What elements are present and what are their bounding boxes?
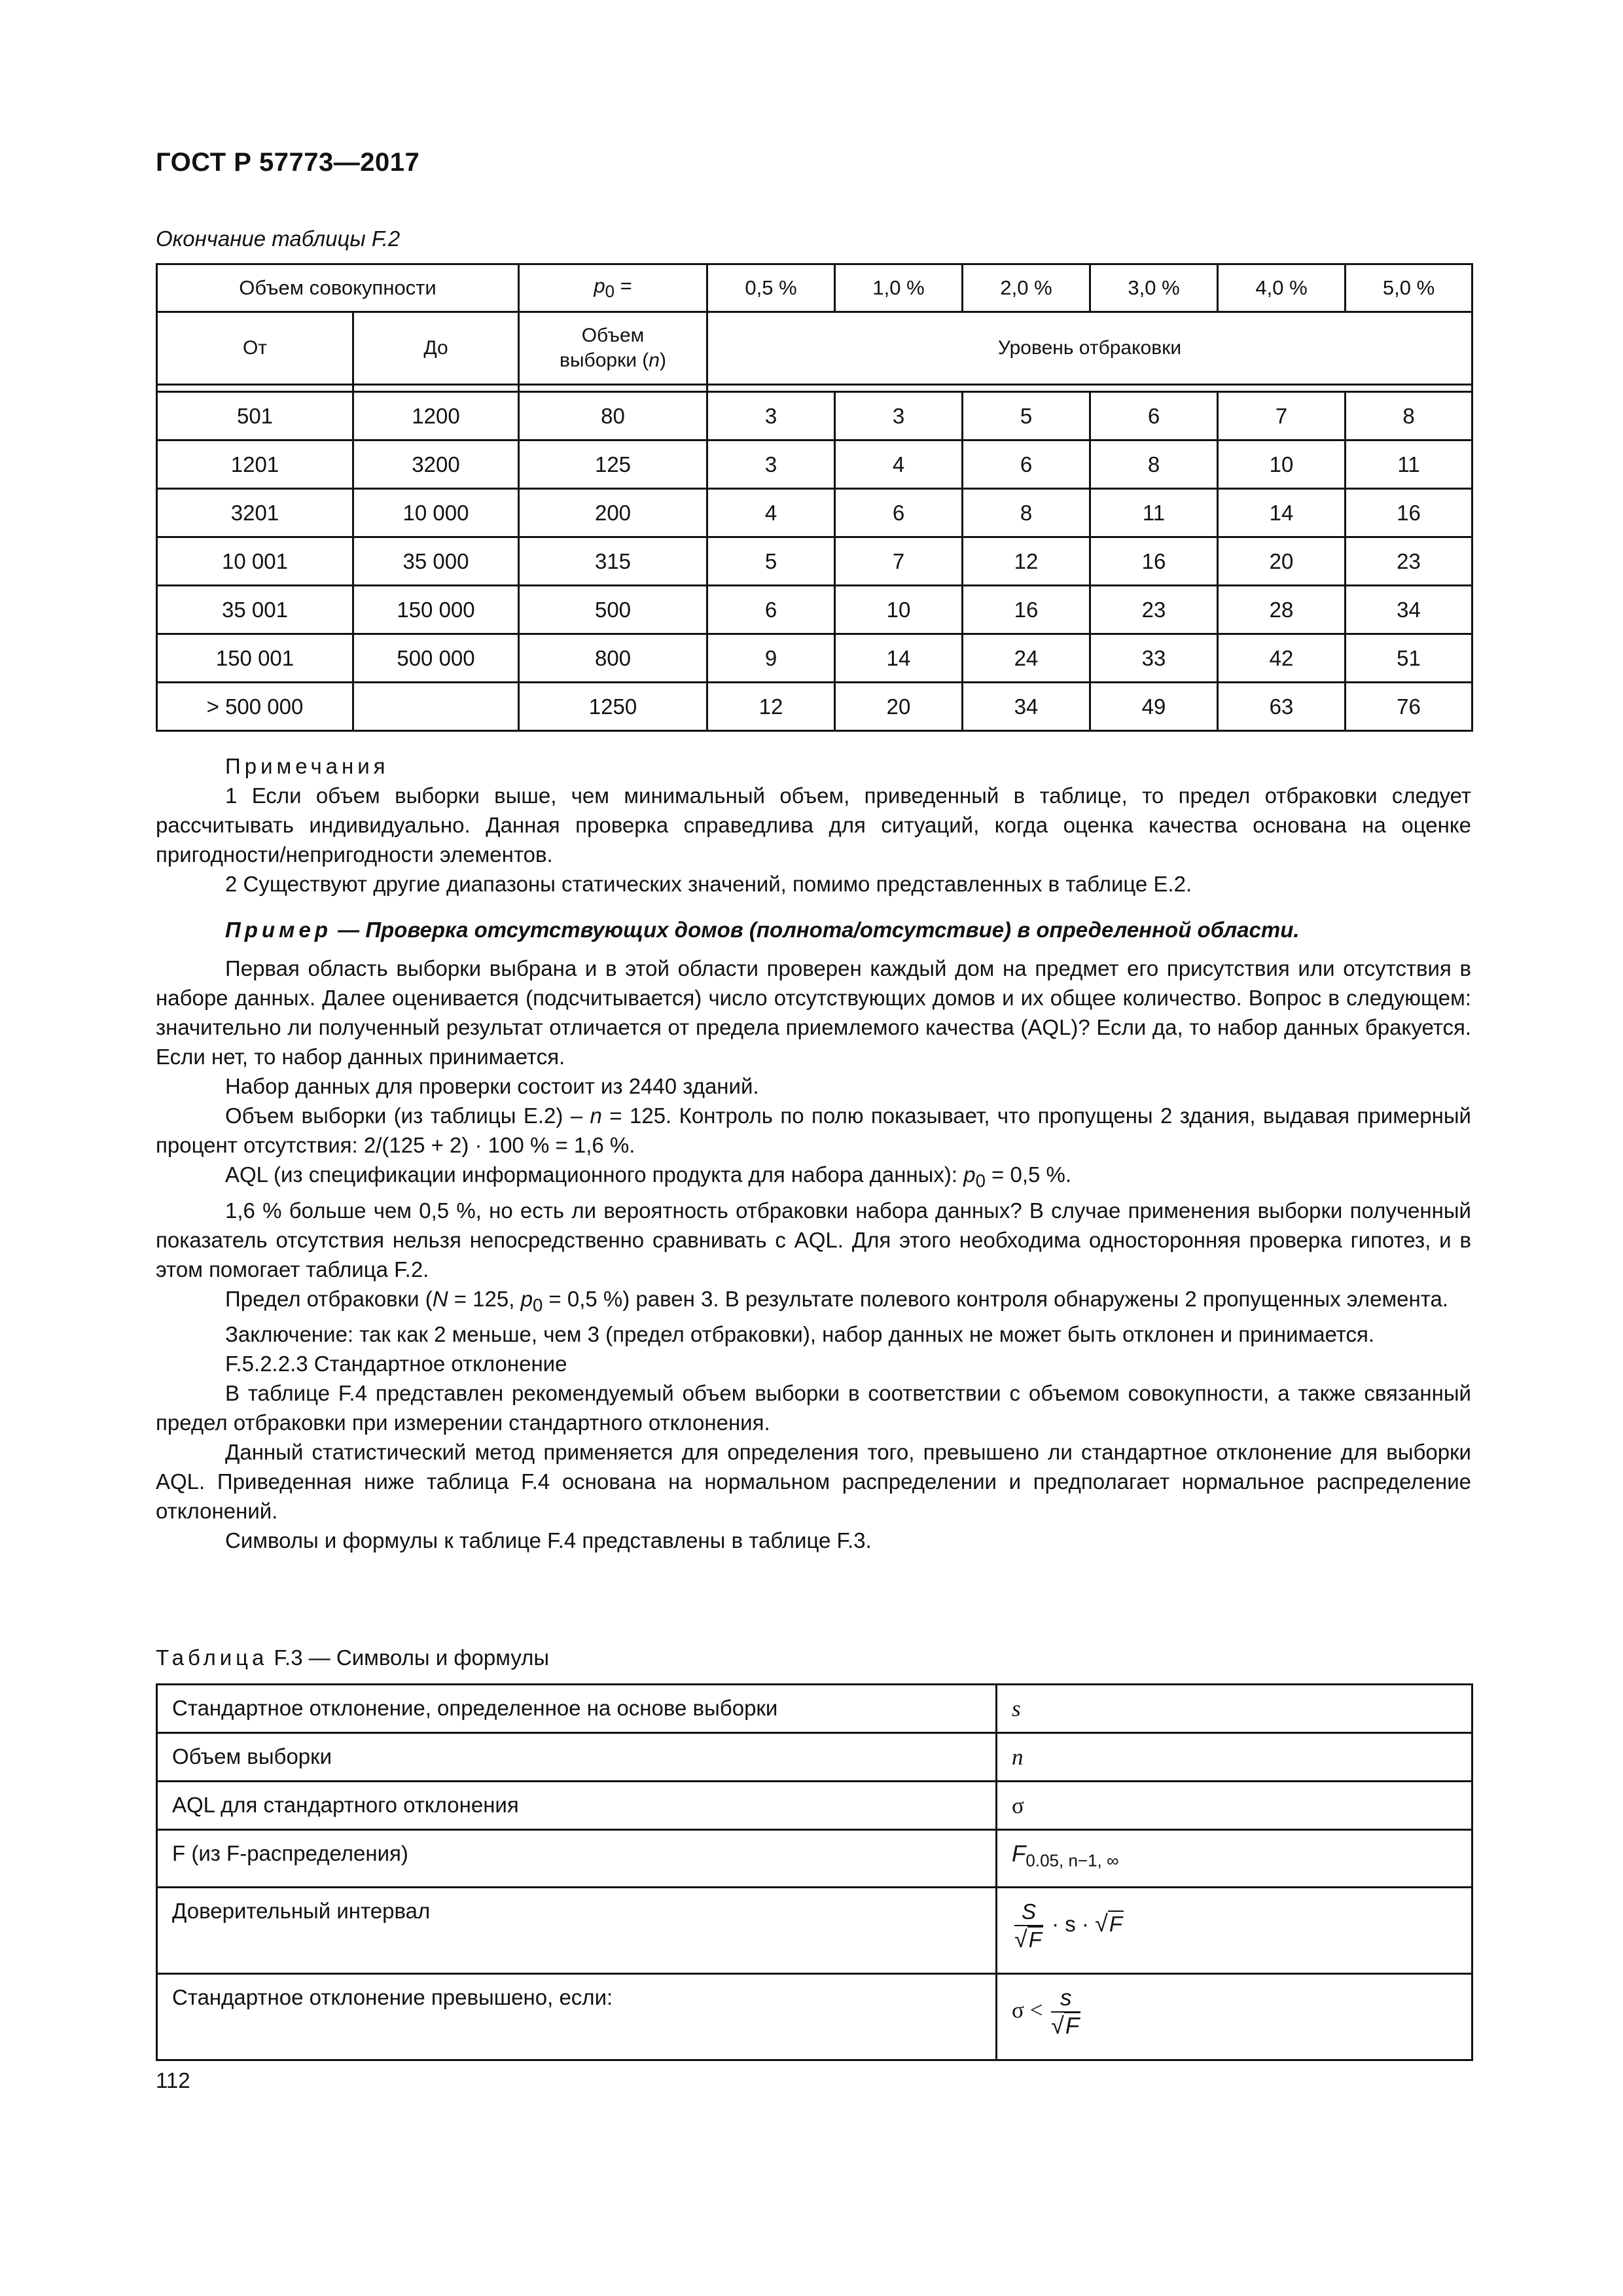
page-number: 112 xyxy=(156,2068,190,2092)
table-cell: 10 001 xyxy=(157,537,353,586)
example-paragraph: Первая область выборки выбрана и в этой области проверен каждый дом на предмет его присутствия или отсутствия в наборе данных. Далее оценивается (подсчитывается) число отсутствующих домов и их общее количество. Вопрос в следующем: значительно ли полученный результат отличается от предела приемлемого качества (AQL)? Если да, то набор данных бракуется. Если нет, то набор данных принимается. xyxy=(156,956,1471,1069)
table-cell: 14 xyxy=(835,634,963,683)
table-cell: 7 xyxy=(1218,392,1346,440)
table-cell: 200 xyxy=(519,489,707,537)
section-paragraph: В таблице F.4 представлен рекомендуемый объем выборки в соответствии с объемом совокупности, а также связанный предел отбраковки при измерении стандартного отклонения. xyxy=(156,1381,1471,1435)
table-cell: 20 xyxy=(835,683,963,731)
example-title: Пример — Проверка отсутствующих домов (полнота/отсутствие) в определенной области. xyxy=(225,918,1300,942)
table-cell: 3 xyxy=(835,392,963,440)
table-cell: 80 xyxy=(519,392,707,440)
percent-header: 5,0 % xyxy=(1346,264,1472,312)
table-cell: 42 xyxy=(1218,634,1346,683)
example-paragraph: 1,6 % больше чем 0,5 %, но есть ли вероятность отбраковки набора данных? В случае применения выборки полученный показатель отсутствия нельзя непосредственно сравнивать с AQL. Для этого необходима односторонняя проверка гипотез, и в этом помогает таблица F.2. xyxy=(156,1198,1471,1282)
example-block xyxy=(156,915,1471,1555)
population-header: Объем совокупности xyxy=(157,264,519,312)
f3-label: F (из F-распределения) xyxy=(157,1830,997,1888)
table-cell: 33 xyxy=(1090,634,1218,683)
exceeded-formula: σ < $\frac{s}{√F}$ xyxy=(997,1974,1472,2060)
f3-label: Доверительный интервал xyxy=(157,1888,997,1974)
table-cell: 10 xyxy=(1218,440,1346,489)
table-cell: 315 xyxy=(519,537,707,586)
percent-header: 1,0 % xyxy=(835,264,963,312)
table-cell: 6 xyxy=(1090,392,1218,440)
table-cell: 23 xyxy=(1090,586,1218,634)
table-row xyxy=(157,586,1472,634)
table-row xyxy=(157,392,1472,440)
table-cell: 8 xyxy=(1090,440,1218,489)
table-f3 xyxy=(156,1683,1473,2061)
table-cell: 11 xyxy=(1090,489,1218,537)
percent-header: 0,5 % xyxy=(707,264,835,312)
f3-label: AQL для стандартного отклонения xyxy=(157,1782,997,1830)
notes-heading: Примечания xyxy=(225,754,389,778)
example-paragraph: Объем выборки (из таблицы Е.2) – n = 125. Контроль по полю показывает, что пропущены 2 здания, выдавая примерный процент отсутствия: 2/(125 + 2) · 100 % = 1,6 %. xyxy=(156,1103,1471,1157)
document-header: ГОСТ Р 57773—2017 xyxy=(156,148,420,177)
f3-symbol: $F_{0.05, n-1, \infty}$ xyxy=(997,1830,1472,1888)
table-cell: 1250 xyxy=(519,683,707,731)
table-cell: 76 xyxy=(1346,683,1472,731)
table-f2-caption: Окончание таблицы F.2 xyxy=(156,226,401,251)
table-cell xyxy=(353,683,519,731)
percent-header: 3,0 % xyxy=(1090,264,1218,312)
table-cell: 14 xyxy=(1218,489,1346,537)
f3-label: Стандартное отклонение, определенное на основе выборки xyxy=(157,1685,997,1733)
table-cell: 500 000 xyxy=(353,634,519,683)
table-cell: 6 xyxy=(835,489,963,537)
table-cell: 9 xyxy=(707,634,835,683)
table-cell: 1201 xyxy=(157,440,353,489)
to-header: До xyxy=(353,312,519,385)
table-cell: 150 000 xyxy=(353,586,519,634)
rejection-level-header: Уровень отбраковки xyxy=(707,312,1472,385)
table-cell: 63 xyxy=(1218,683,1346,731)
table-row xyxy=(157,683,1472,731)
section-paragraph: Данный статистический метод применяется для определения того, превышено ли стандартное отклонение для выборки AQL. Приведенная ниже таблица F.4 основана на нормальном распределении и предполагает нормальное распределение отклонений. xyxy=(156,1440,1471,1524)
f3-symbol: s xyxy=(997,1685,1472,1733)
table-cell: 5 xyxy=(707,537,835,586)
table-cell: 35 001 xyxy=(157,586,353,634)
table-cell: 24 xyxy=(963,634,1090,683)
table-cell: 4 xyxy=(707,489,835,537)
table-cell: 150 001 xyxy=(157,634,353,683)
table-cell: 12 xyxy=(707,683,835,731)
table-cell: 501 xyxy=(157,392,353,440)
table-cell: 5 xyxy=(963,392,1090,440)
notes-block xyxy=(156,751,1471,899)
table-cell: > 500 000 xyxy=(157,683,353,731)
from-header: От xyxy=(157,312,353,385)
note-1: 1 Если объем выборки выше, чем минимальный объем, приведенный в таблице, то предел отбраковки следует рассчитывать индивидуально. Данная проверка справедлива для ситуаций, когда оценка качества основана на оценке пригодности/непригодности элементов. xyxy=(156,783,1471,867)
table-cell: 3200 xyxy=(353,440,519,489)
table-row xyxy=(157,489,1472,537)
table-cell: 34 xyxy=(963,683,1090,731)
table-cell: 4 xyxy=(835,440,963,489)
section-paragraph: Символы и формулы к таблице F.4 представлены в таблице F.3. xyxy=(225,1528,872,1553)
table-cell: 11 xyxy=(1346,440,1472,489)
example-paragraph: Заключение: так как 2 меньше, чем 3 (предел отбраковки), набор данных не может быть отклонен и принимается. xyxy=(225,1322,1375,1347)
table-cell: 16 xyxy=(1090,537,1218,586)
table-cell: 6 xyxy=(963,440,1090,489)
table-cell: 8 xyxy=(963,489,1090,537)
table-cell: 35 000 xyxy=(353,537,519,586)
table-cell: 16 xyxy=(1346,489,1472,537)
f3-label: Стандартное отклонение превышено, если: xyxy=(157,1974,997,2060)
percent-header: 2,0 % xyxy=(963,264,1090,312)
table-cell: 49 xyxy=(1090,683,1218,731)
section-heading: F.5.2.2.3 Стандартное отклонение xyxy=(225,1352,567,1376)
table-cell: 3201 xyxy=(157,489,353,537)
table-row xyxy=(157,440,1472,489)
table-cell: 1200 xyxy=(353,392,519,440)
example-paragraph: Предел отбраковки (N = 125, $p_0 = 0,5$ %) равен 3. В результате полевого контроля обнаружены 2 пропущенных элемента. xyxy=(225,1286,1449,1316)
example-paragraph: Набор данных для проверки состоит из 2440 зданий. xyxy=(225,1074,759,1098)
f3-symbol: σ xyxy=(997,1782,1472,1830)
table-cell: 3 xyxy=(707,440,835,489)
table-cell: 125 xyxy=(519,440,707,489)
table-row xyxy=(157,537,1472,586)
p0-header: $p_0$ = xyxy=(519,264,707,312)
table-cell: 6 xyxy=(707,586,835,634)
table-cell: 20 xyxy=(1218,537,1346,586)
table-cell: 16 xyxy=(963,586,1090,634)
example-paragraph: AQL (из спецификации информационного продукта для набора данных): $p_0 = 0,5$ %. xyxy=(225,1162,1072,1191)
table-cell: 500 xyxy=(519,586,707,634)
table-cell: 51 xyxy=(1346,634,1472,683)
table-f2 xyxy=(156,263,1473,732)
table-cell: 28 xyxy=(1218,586,1346,634)
table-cell: 7 xyxy=(835,537,963,586)
sample-size-header: Объем выборки (n) xyxy=(519,312,707,385)
table-cell: 10 xyxy=(835,586,963,634)
confidence-interval-formula: $\frac{S}{√F}$ · s · √F xyxy=(997,1888,1472,1974)
table-cell: 800 xyxy=(519,634,707,683)
table-cell: 23 xyxy=(1346,537,1472,586)
table-row xyxy=(157,634,1472,683)
f3-symbol: n xyxy=(997,1733,1472,1782)
table-cell: 3 xyxy=(707,392,835,440)
table-cell: 10 000 xyxy=(353,489,519,537)
f3-label: Объем выборки xyxy=(157,1733,997,1782)
table-cell: 8 xyxy=(1346,392,1472,440)
note-2: 2 Существуют другие диапазоны статических значений, помимо представленных в таблице Е.2. xyxy=(225,872,1192,896)
percent-header: 4,0 % xyxy=(1218,264,1346,312)
table-f3-caption: Таблица F.3 — Символы и формулы xyxy=(156,1645,550,1670)
table-cell: 34 xyxy=(1346,586,1472,634)
table-cell: 12 xyxy=(963,537,1090,586)
